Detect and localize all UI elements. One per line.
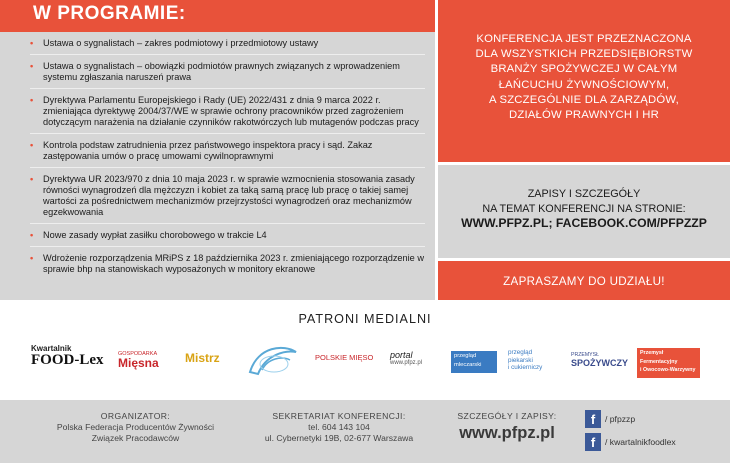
signup-line: ZAPISY I SZCZEGÓŁY: [527, 188, 641, 200]
list-item: [30, 230, 425, 247]
przeglad-piekarski-logo[interactable]: [508, 349, 560, 375]
patron-logos: [0, 340, 730, 390]
przeglad-p-line: piekarski: [508, 356, 533, 364]
facebook-icon: f: [585, 433, 601, 451]
audience-line: BRANŻY SPOŻYWCZEJ W CAŁYM: [490, 63, 678, 76]
program-title: W PROGRAMIE:: [33, 3, 186, 24]
bullet-icon: •: [30, 95, 34, 105]
signup-panel: [438, 165, 730, 258]
bullet-icon: •: [30, 253, 34, 263]
list-item: [30, 140, 425, 168]
organizer-subname: Związek Pracodawców: [91, 433, 180, 443]
bullet-icon: •: [30, 61, 34, 71]
swirl-logo-icon: [244, 342, 302, 380]
audience-line: KONFERENCJA JEST PRZEZNACZONA: [476, 33, 692, 45]
bullet-icon: •: [30, 140, 34, 150]
facebook-handle: / pfpzzp: [605, 414, 636, 424]
audience-text: [438, 32, 730, 123]
signup-text: [438, 187, 730, 231]
przeglad-p-line: i cukierniczy: [508, 364, 543, 371]
przeglad-m-line: przegląd: [454, 353, 477, 359]
polskie-mieso-logo[interactable]: [315, 353, 375, 371]
przeglad-m-line: mleczarski: [454, 362, 482, 368]
program-item-text: Nowe zasady wypłat zasiłku chorobowego w trakcie L4: [43, 230, 267, 240]
foodlex-logo-big: FOOD-Lex: [31, 352, 104, 368]
przemysl-spozywczy-logo[interactable]: [571, 352, 629, 374]
audience-line: DZIAŁÓW PRAWNYCH I HR: [508, 109, 660, 122]
przeglad-p-line: przegląd: [508, 349, 533, 356]
foodlex-logo-small: Kwartalnik: [31, 344, 72, 353]
secretariat-phone[interactable]: tel. 604 143 104: [308, 422, 370, 432]
portal-logo-url: www.pfpz.pl: [390, 360, 423, 366]
bullet-icon: •: [30, 38, 34, 48]
przemysl-fermentacyjny-logo[interactable]: [637, 348, 700, 378]
secretariat-block: [250, 411, 428, 444]
ferment-line: Fermentacyjny: [640, 358, 678, 365]
audience-line: ŁAŃCUCHU ŻYWNOŚCIOWYM,: [498, 78, 670, 91]
program-panel: [0, 0, 435, 300]
mistrz-logo[interactable]: [185, 351, 233, 373]
organizer-heading: ORGANIZATOR:: [100, 411, 171, 421]
secretariat-address: ul. Cybernetyki 19B, 02-677 Warszawa: [264, 433, 414, 443]
spozywczy-big: SPOŻYWCZY: [571, 358, 629, 368]
organizer-block: [18, 411, 253, 444]
audience-panel: [438, 0, 730, 162]
details-block: [437, 411, 577, 442]
ferment-line: i Owocowo-Warzywny: [640, 367, 696, 373]
details-heading: SZCZEGÓŁY I ZAPISY:: [457, 411, 557, 421]
bullet-icon: •: [30, 230, 34, 240]
list-item: [30, 61, 425, 89]
program-item-text: Ustawa o sygnalistach – zakres podmiotowy i przedmiotowy ustawy: [43, 38, 319, 48]
audience-line: A SZCZEGÓLNIE DLA ZARZĄDÓW,: [489, 93, 679, 106]
przeglad-mleczarski-logo[interactable]: [451, 351, 497, 373]
portal-logo[interactable]: [390, 350, 434, 374]
miesna-logo-small: GOSPODARKA: [118, 351, 158, 357]
polskie-mieso-text: POLSKIE MIĘSO: [315, 353, 374, 362]
secretariat-heading: SEKRETARIAT KONFERENCJI:: [272, 411, 406, 421]
facebook-link-foodlex[interactable]: [585, 433, 676, 451]
ferment-line: Przemysł: [640, 350, 664, 356]
invite-text: ZAPRASZAMY DO UDZIAŁU!: [503, 275, 665, 288]
spozywczy-small: PRZEMYSŁ: [571, 352, 599, 358]
program-list: [30, 38, 425, 281]
signup-line: NA TEMAT KONFERENCJI NA STRONIE:: [482, 202, 686, 215]
foodlex-logo[interactable]: [31, 344, 107, 378]
program-item-text: Dyrektywa UR 2023/970 z dnia 10 maja 2023 r. w sprawie wzmocnienia stosowania zasady równości wynagrodzeń dla mężczyzn i kobiet za taką samą pracę lub pracę o takiej samej wartości za pośrednictwem mechanizmów przejrzystości wynagrodzeń oraz mechanizmów egzekwowania: [43, 174, 415, 217]
program-item-text: Ustawa o sygnalistach – obowiązki podmiotów prawnych związanych z wprowadzeniem systemu zgłaszania naruszeń prawa: [43, 61, 400, 82]
patrons-title: PATRONI MEDIALNI: [298, 312, 432, 326]
list-item: [30, 253, 425, 275]
list-item: [30, 174, 425, 224]
miesna-logo-big: Mięsna: [118, 356, 159, 370]
audience-line: DLA WSZYSTKICH PRZEDSIĘBIORSTW: [475, 48, 693, 61]
program-item-text: Wdrożenie rozporządzenia MRiPS z 18 października 2023 r. zmieniającego rozporządzenie w sprawie bhp na stanowiskach wyposażonych w monitory ekranowe: [43, 253, 424, 274]
facebook-link-pfpzzp[interactable]: [585, 410, 635, 428]
mistrz-logo-text: Mistrz: [185, 351, 220, 365]
program-item-text: Dyrektywa Parlamentu Europejskiego i Rady (UE) 2022/431 z dnia 9 marca 2022 r. zmieniająca dyrektywę 2004/37/WE w sprawie ochrony pracowników przed zagrożeniem dotyczącym narażenia na działanie czynników rakotwórczych lub mutagenów podczas pracy: [43, 95, 419, 127]
bullet-icon: •: [30, 174, 34, 184]
organizer-name: Polska Federacja Producentów Żywności: [56, 422, 215, 432]
gospodarka-miesna-logo[interactable]: [118, 351, 176, 373]
program-header: [0, 0, 435, 32]
website-link[interactable]: www.pfpz.pl: [459, 424, 555, 442]
swirl-logo[interactable]: [244, 342, 302, 380]
invite-panel: [438, 261, 730, 300]
portal-logo-text: portal: [390, 350, 413, 360]
signup-links[interactable]: WWW.PFPZ.PL; FACEBOOK.COM/PFPZZP: [461, 216, 707, 230]
facebook-icon: f: [585, 410, 601, 428]
list-item: [30, 38, 425, 55]
list-item: [30, 95, 425, 134]
facebook-handle: / kwartalnikfoodlex: [605, 437, 676, 447]
program-item-text: Kontrola podstaw zatrudnienia przez państwowego inspektora pracy i sąd. Zakaz zastępowania umów o pracę umowami cywilnoprawnymi: [43, 140, 373, 161]
